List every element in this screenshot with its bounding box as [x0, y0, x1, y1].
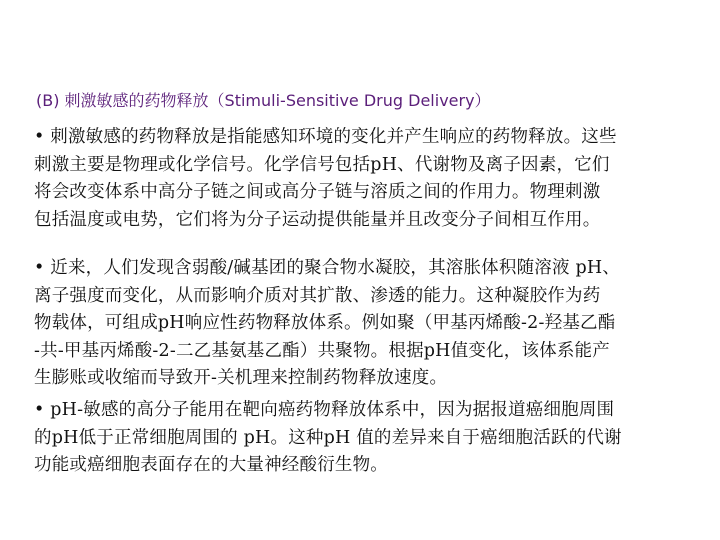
- paragraph-ph-cancer-targeting: [34, 397, 690, 480]
- paragraph-line: 生膨账或收缩而导致开-关机理来控制药物释放速度。: [34, 368, 448, 388]
- paragraph-stimuli-definition: [34, 124, 690, 234]
- paragraph-line: 的pH低于正常细胞周围的 pH。这种pH 值的差异来自于癌细胞活跃的代谢: [34, 427, 622, 448]
- paragraph-line: • 刺激敏感的药物释放是指能感知环境的变化并产生响应的药物释放。这些: [34, 127, 617, 147]
- paragraph-line: • 近来，人们发现含弱酸/碱基团的聚合物水凝胶，其溶胀体积随溶液 pH、: [34, 258, 621, 278]
- paragraph-line: 功能或癌细胞表面存在的大量神经酸衍生物。: [34, 455, 388, 475]
- paragraph-line: • pH-敏感的高分子能用在靶向癌药物释放体系中，因为据报道癌细胞周围: [34, 400, 615, 420]
- paragraph-line: 物载体，可组成pH响应性药物释放体系。例如聚（甲基丙烯酸-2-羟基乙酯: [34, 313, 616, 333]
- paragraph-line: 将会改变体系中高分子链之间或高分子链与溶质之间的作用力。物理刺激: [34, 182, 601, 202]
- paragraph-line: 刺激主要是物理或化学信号。化学信号包括pH、代谢物及离子因素，它们: [34, 154, 610, 175]
- paragraph-ph-hydrogel: [34, 255, 690, 393]
- section-heading: (B) 刺激敏感的药物释放（Stimuli-Sensitive Drug Delivery）: [36, 91, 491, 110]
- paragraph-line: 包括温度或电势，它们将为分子运动提供能量并且改变分子间相互作用。: [34, 209, 601, 230]
- paragraph-line: 离子强度而变化，从而影响介质对其扩散、渗透的能力。这种凝胶作为药: [34, 285, 601, 306]
- paragraph-line: -共-甲基丙烯酸-2-二乙基氨基乙酯）共聚物。根据pH值变化，该体系能产: [34, 340, 610, 361]
